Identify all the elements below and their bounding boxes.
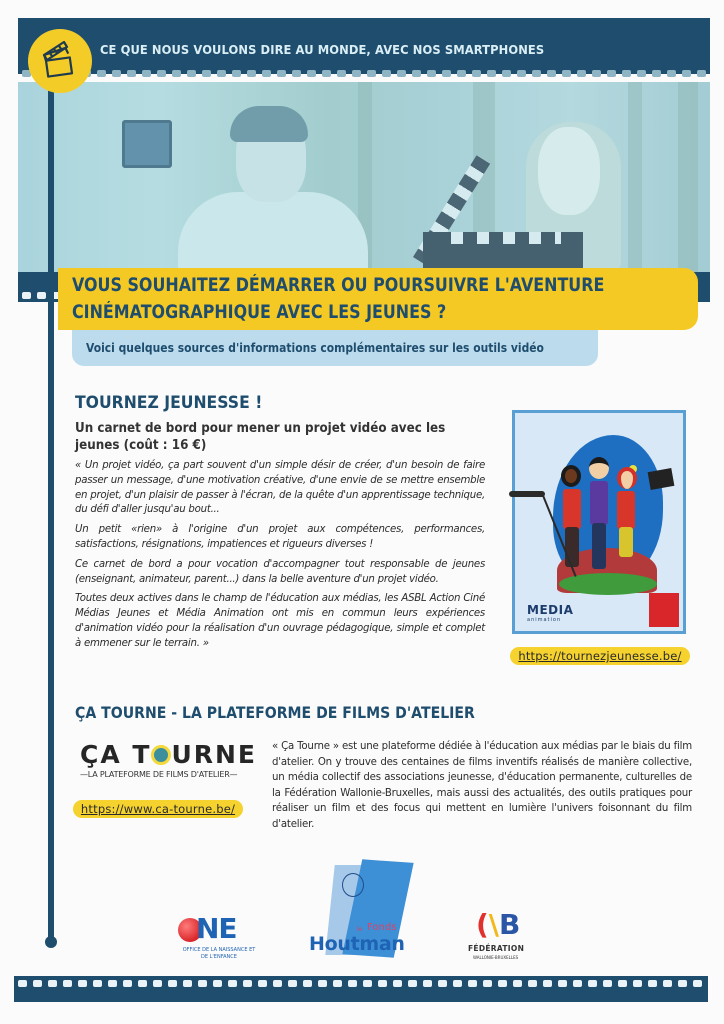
film-perforation	[502, 70, 511, 77]
one-logo: NE OFFICE DE LA NAISSANCE ET DE L'ENFANCE	[178, 914, 258, 964]
film-perforation	[622, 70, 631, 77]
film-perforation	[637, 70, 646, 77]
header-banner	[18, 18, 710, 74]
film-perforation	[93, 980, 102, 987]
film-perforation	[112, 70, 121, 77]
film-perforation	[78, 980, 87, 987]
film-perforation	[607, 70, 616, 77]
film-perforation	[37, 292, 46, 299]
section-title-tournez-jeunesse: TOURNEZ JEUNESSE !	[75, 393, 263, 413]
film-perforation	[232, 70, 241, 77]
film-perforation	[562, 70, 571, 77]
film-perforation	[367, 70, 376, 77]
film-perforation	[427, 70, 436, 77]
film-perforation	[603, 980, 612, 987]
film-perforation	[333, 980, 342, 987]
hero-photo	[18, 82, 710, 272]
film-perforation	[348, 980, 357, 987]
film-perforation	[483, 980, 492, 987]
film-perforation	[97, 70, 106, 77]
film-perforation	[577, 70, 586, 77]
film-perforation	[198, 980, 207, 987]
paragraph: Toutes deux actives dans le champ de l'éducation aux médias, les ASBL Action Ciné Médias Jeunes et Média Animation ont mis en commun leurs expériences d'animation vidéo pour la réalisation d'un ouvrage pédagogique, simple et complet à emmener sur le terrain. »	[75, 593, 485, 649]
film-perforation	[288, 980, 297, 987]
film-perforation	[217, 70, 226, 77]
subheadline: Voici quelques sources d'informations complémentaires sur les outils vidéo	[86, 340, 544, 355]
film-perforation	[352, 70, 361, 77]
banner-title: CE QUE NOUS VOULONS DIRE AU MONDE, AVEC NOS SMARTPHONES	[100, 42, 545, 57]
film-perforation	[397, 70, 406, 77]
film-perforation	[213, 980, 222, 987]
paragraph: Un petit «rien» à l'origine d'un projet aux compétences, performances, satisfactions, résignations, impatiences et rigueurs diverses !	[75, 524, 485, 550]
headline-box	[58, 268, 698, 330]
ca-tourne-logo: ÇA T URNE —LA PLATEFORME DE FILMS D'ATELIER—	[80, 740, 258, 779]
child-face-icon	[342, 873, 364, 897]
film-perforation	[258, 980, 267, 987]
section-title-ca-tourne: ÇA TOURNE - LA PLATEFORME DE FILMS D'ATELIER	[75, 703, 475, 722]
film-perforation	[558, 980, 567, 987]
film-perforation	[48, 980, 57, 987]
film-perforation	[363, 980, 372, 987]
film-perforation	[528, 980, 537, 987]
paragraph: « Un projet vidéo, ça part souvent d'un simple désir de créer, d'un besoin de faire passer un message, d'une motivation créative, d'une envie de se mettre ensemble en projet, d'un plaisir de passer à l'écran, de la quête d'un apprentissage technique, du défi d'aller jusqu'au bout...	[75, 460, 485, 516]
section-body-ca-tourne: « Ça Tourne » est une plateforme dédiée à l'éducation aux médias par le biais du film d'atelier. On y trouve des centaines de films inventifs réalisés de manière collective, un média collectif des associations jeunesse, d'éducation permanente, culturelles de la Fédération Wallonie-Bruxelles, mais aussi des actualités, des outils pratiques pour réaliser un film et des focus qui mettent en lumière l'univers foisonnant du film d'atelier.	[272, 741, 692, 830]
film-reel-icon	[151, 745, 171, 765]
film-perforation	[588, 980, 597, 987]
film-perforation	[22, 292, 31, 299]
film-perforation	[442, 70, 451, 77]
film-perforation	[393, 980, 402, 987]
publisher-logo-red	[649, 593, 679, 627]
film-perforation	[663, 980, 672, 987]
film-perforation	[468, 980, 477, 987]
film-perforation	[183, 980, 192, 987]
headline-line-1: VOUS SOUHAITEZ DÉMARRER OU POURSUIVRE L'AVENTURE	[72, 275, 605, 296]
film-perforation	[667, 70, 676, 77]
film-perforation	[693, 980, 702, 987]
film-perforation	[337, 70, 346, 77]
film-perforation	[187, 70, 196, 77]
film-perforation	[153, 980, 162, 987]
film-perforation	[138, 980, 147, 987]
subheadline-box	[72, 330, 598, 366]
film-perforation	[172, 70, 181, 77]
film-perforation	[33, 980, 42, 987]
film-perforation	[682, 70, 691, 77]
film-perforation	[277, 70, 286, 77]
film-perforation	[498, 980, 507, 987]
film-perforation	[127, 70, 136, 77]
film-perforation	[142, 70, 151, 77]
film-perforation	[547, 70, 556, 77]
decorative-vertical-line	[48, 82, 54, 942]
film-perforation	[108, 980, 117, 987]
film-perforation	[513, 980, 522, 987]
headline-line-2: CINÉMATOGRAPHIQUE AVEC LES JEUNES ?	[72, 302, 447, 323]
film-perforation	[633, 980, 642, 987]
clapperboard-icon	[28, 29, 92, 93]
film-perforation	[573, 980, 582, 987]
ca-tourne-tagline: —LA PLATEFORME DE FILMS D'ATELIER—	[80, 770, 238, 779]
film-perforation	[532, 70, 541, 77]
film-perforations-top	[18, 70, 706, 79]
film-perforation	[423, 980, 432, 987]
film-perforation	[472, 70, 481, 77]
film-perforation	[168, 980, 177, 987]
film-perforation	[618, 980, 627, 987]
film-perforation	[438, 980, 447, 987]
film-perforation	[157, 70, 166, 77]
film-perforation	[453, 980, 462, 987]
film-perforation	[262, 70, 271, 77]
book-cover-image: MEDIA animation	[512, 410, 686, 634]
film-perforation	[487, 70, 496, 77]
decorative-dot	[45, 936, 57, 948]
film-perforation	[648, 980, 657, 987]
section-subtitle-tournez-jeunesse: Un carnet de bord pour mener un projet vidéo avec les jeunes (coût : 16 €)	[75, 421, 446, 453]
film-perforation	[543, 980, 552, 987]
film-perforation	[273, 980, 282, 987]
film-perforation	[228, 980, 237, 987]
film-perforation	[697, 70, 706, 77]
ca-tourne-link[interactable]: https://www.ca-tourne.be/	[73, 800, 243, 818]
film-perforation	[517, 70, 526, 77]
fonds-houtman-logo: le Fonds Houtman	[312, 855, 412, 965]
film-perforation	[292, 70, 301, 77]
film-perforation	[123, 980, 132, 987]
film-perforation	[457, 70, 466, 77]
clapperboard-icon	[648, 468, 675, 490]
film-perforation	[592, 70, 601, 77]
fwb-mark-icon: (\B	[476, 908, 521, 941]
tournez-jeunesse-link[interactable]: https://tournezjeunesse.be/	[510, 647, 690, 665]
film-perforation	[63, 980, 72, 987]
film-perforation	[408, 980, 417, 987]
film-perforation	[247, 70, 256, 77]
paragraph: Ce carnet de bord a pour vocation d'accompagner tout responsable de jeunes (enseignant, animateur, parent...) dans la belle aventure d'un projet vidéo.	[75, 558, 485, 585]
film-perforation	[322, 70, 331, 77]
film-perforation	[243, 980, 252, 987]
section-body-tournez-jeunesse	[75, 459, 485, 657]
film-perforation	[378, 980, 387, 987]
federation-wallonie-bruxelles-logo: (\B FÉDÉRATION WALLONIE-BRUXELLES	[468, 908, 525, 960]
film-strip-bottom	[14, 976, 708, 1002]
film-perforation	[202, 70, 211, 77]
film-perforation	[318, 980, 327, 987]
film-perforation	[678, 980, 687, 987]
film-perforation	[382, 70, 391, 77]
media-animation-logo: MEDIA	[527, 603, 574, 617]
film-perforation	[18, 980, 27, 987]
film-perforation	[652, 70, 661, 77]
film-perforation	[412, 70, 421, 77]
film-perforation	[307, 70, 316, 77]
film-perforation	[303, 980, 312, 987]
